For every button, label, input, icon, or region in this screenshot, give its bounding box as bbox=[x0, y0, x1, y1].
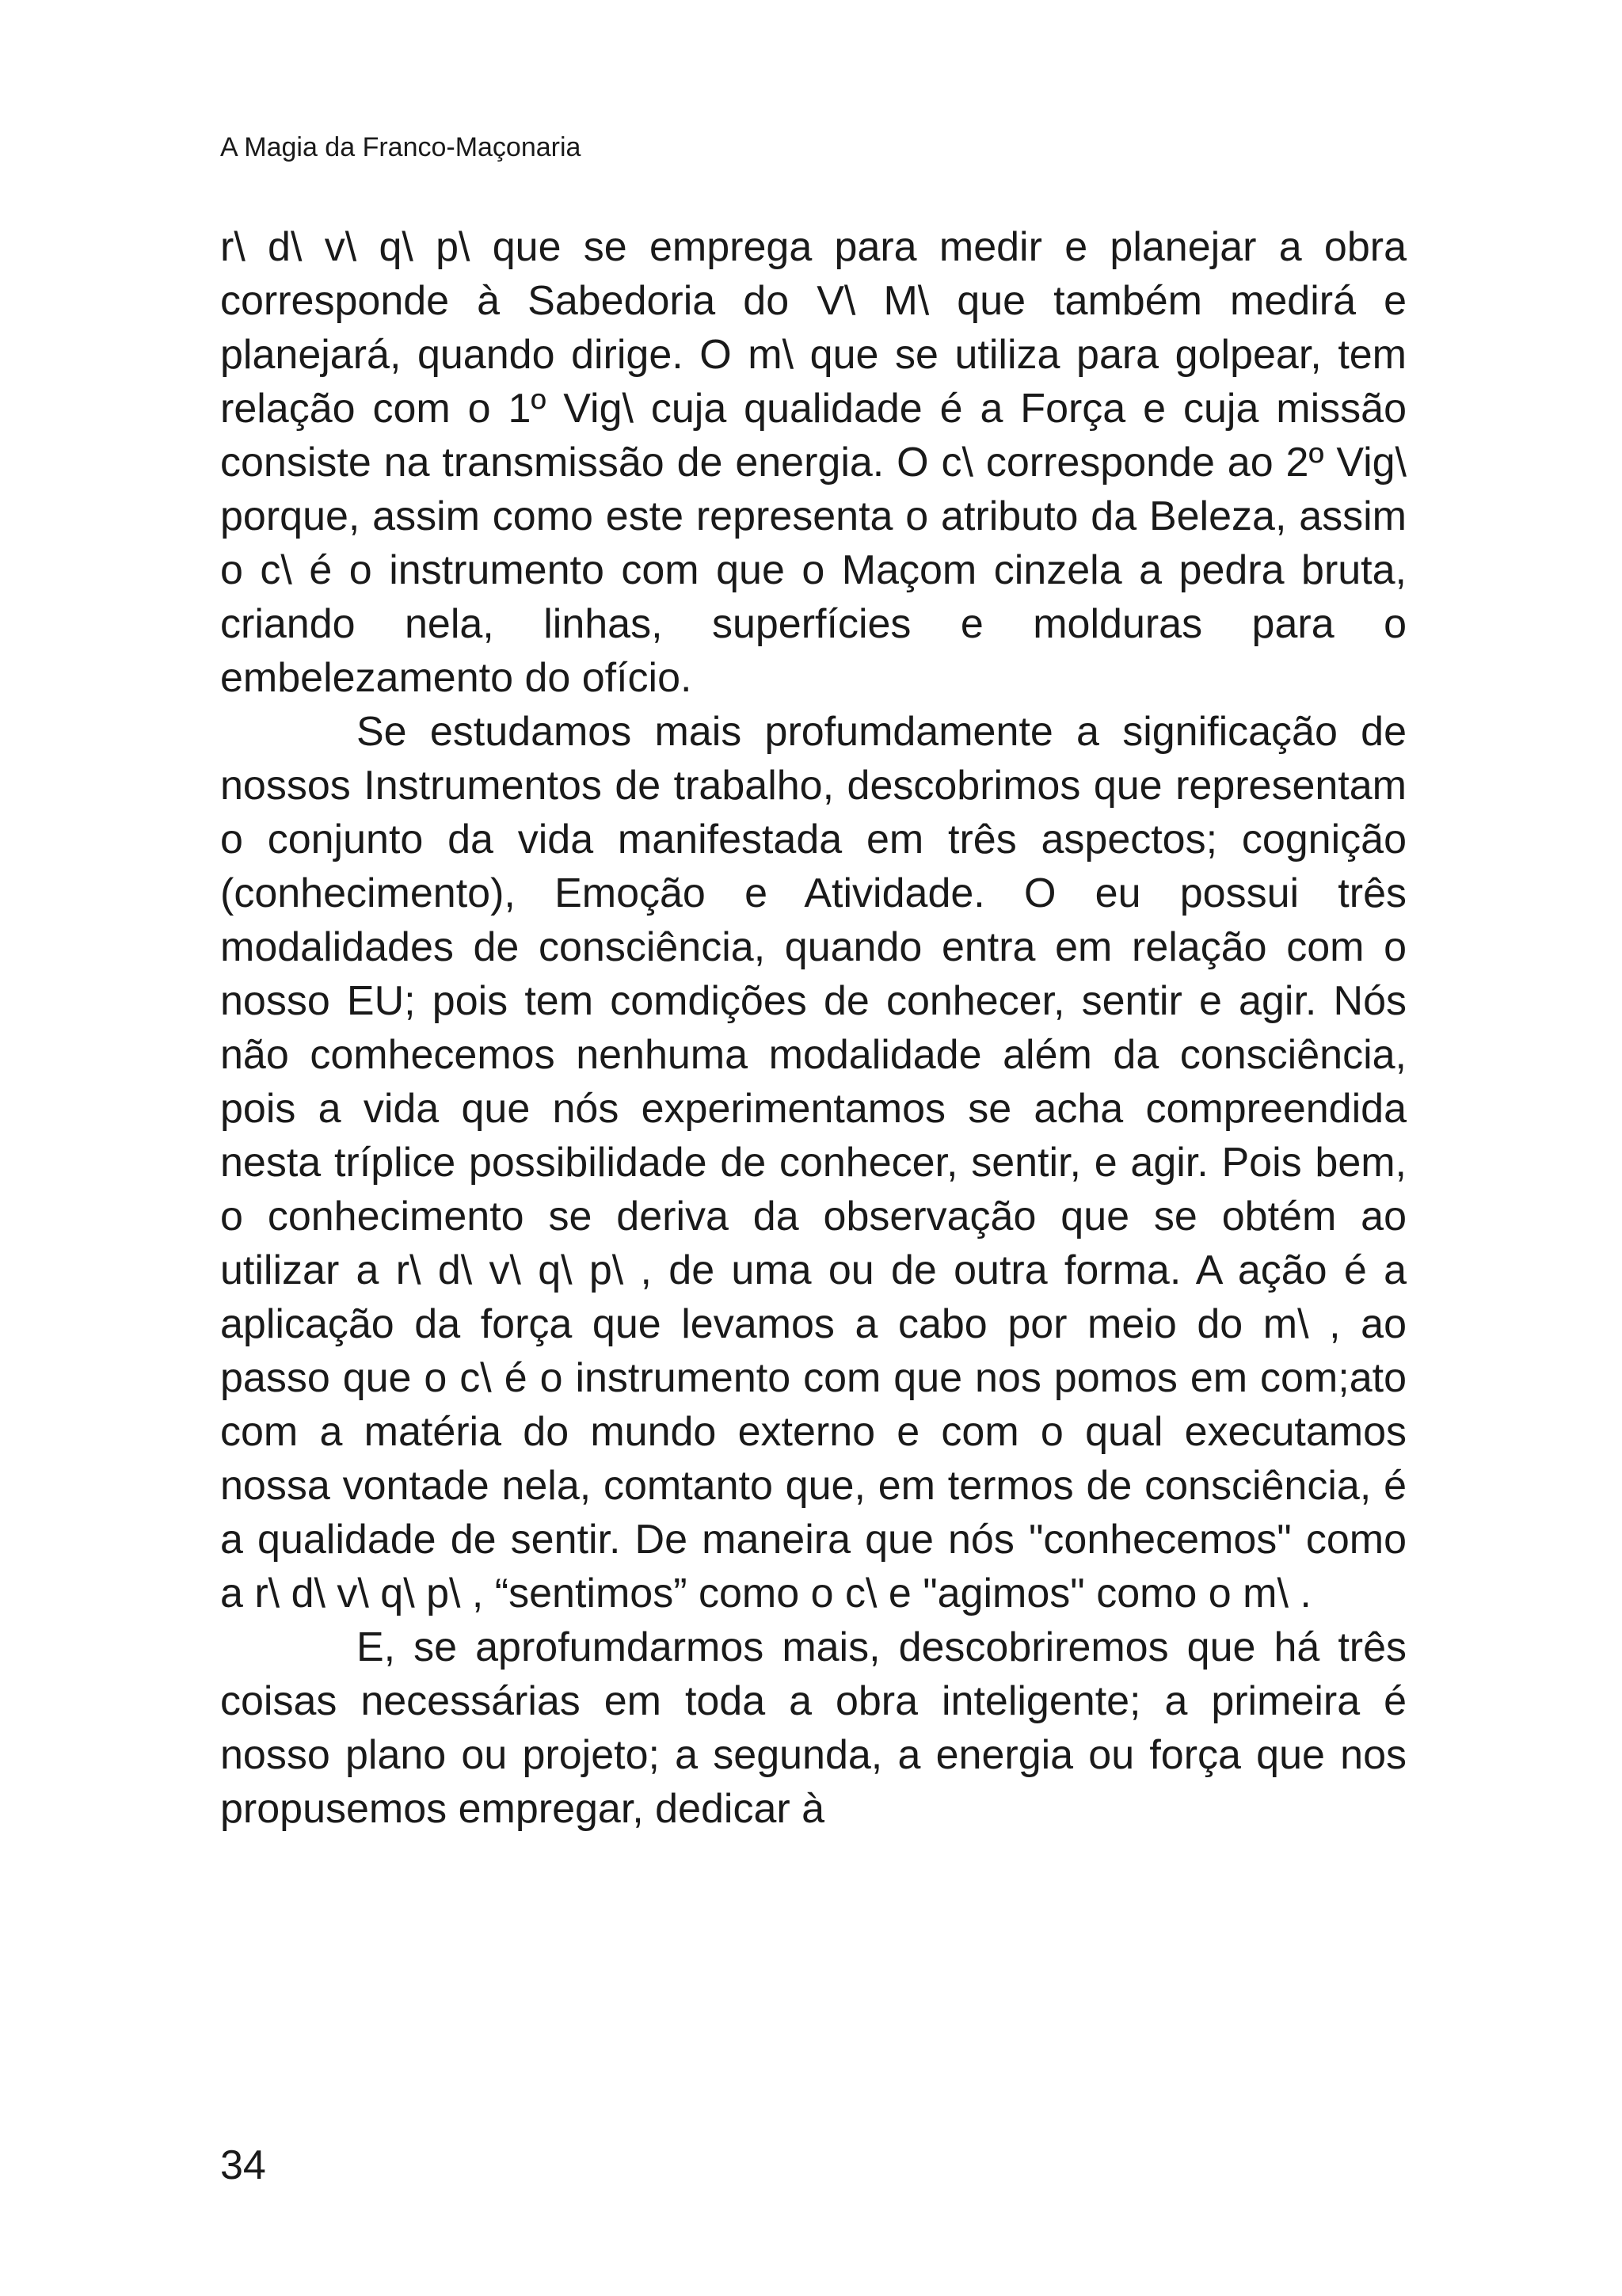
page-number: 34 bbox=[220, 2142, 266, 2188]
body-text bbox=[220, 220, 1407, 1836]
running-header: A Magia da Franco-Maçonaria bbox=[220, 132, 581, 162]
paragraph-deeper: E, se aprofumdarmos mais, descobriremos que há três coisas necessárias em toda a obra inteligente; a primeira é nosso plano ou projeto; a segunda, a energia ou força que nos propusemos empregar, dedicar à bbox=[220, 1624, 1407, 1832]
paragraph-instruments: Se estudamos mais profumdamente a significação de nossos Instrumentos de trabalho, descobrimos que representam o conjunto da vida manifestada em três aspectos; cognição (conhecimento), Emoção e Atividade. O eu possui três modalidades de consciência, quando entra em relação com o nosso EU; pois tem comdições de conhecer, sentir e agir. Nós não comhecemos nenhuma modalidade além da consciência, pois a vida que nós experimentamos se acha compreendida nesta tríplice possibilidade de conhecer, sentir, e agir. Pois bem, o conhecimento se deriva da observação que se obtém ao utilizar a r\ d\ v\ q\ p\ , de uma ou de outra forma. A ação é a aplicação da força que levamos a cabo por meio do m\ , ao passo que o c\ é o instrumento com que nos pomos em com;ato com a matéria do mundo externo e com o qual executamos nossa vontade nela, comtanto que, em termos de consciência, é a qualidade de sentir. De maneira que nós "conhecemos" como a r\ d\ v\ q\ p\ , “sentimos” como o c\ e "agimos" como o m\ . bbox=[220, 709, 1407, 1616]
paragraph-continued: r\ d\ v\ q\ p\ que se emprega para medir e planejar a obra corresponde à Sabedoria do V\ M\ que também medirá e planejará, quando dirige. O m\ que se utiliza para golpear, tem relação com o 1º Vig\ cuja qualidade é a Força e cuja missão consiste na transmissão de energia. O c\ corresponde ao 2º Vig\ porque, assim como este representa o atributo da Beleza, assim o c\ é o instrumento com que o Maçom cinzela a pedra bruta, criando nela, linhas, superfícies e molduras para o embelezamento do ofício. bbox=[220, 224, 1407, 701]
